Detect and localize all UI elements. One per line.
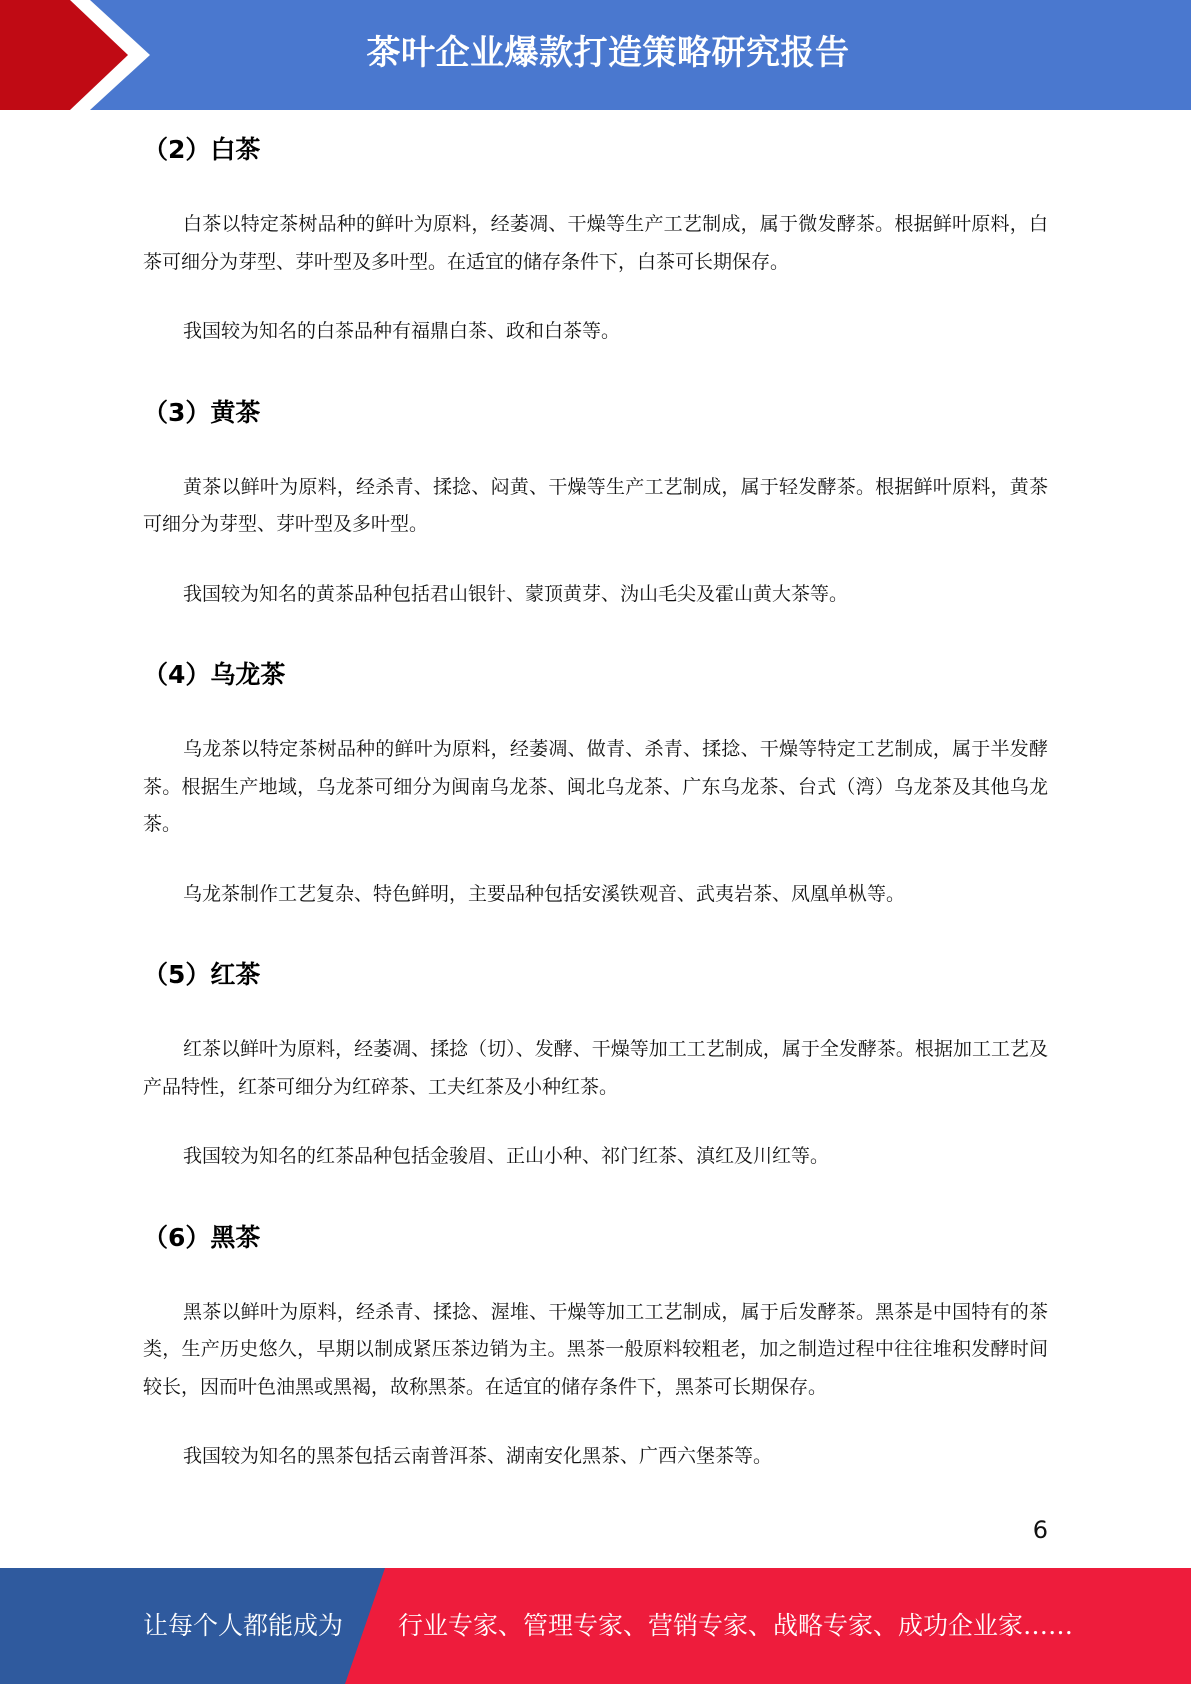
page-footer [0, 1568, 1191, 1684]
paragraph: 乌龙茶制作工艺复杂、特色鲜明，主要品种包括安溪铁观音、武夷岩茶、凤凰单枞等。 [183, 882, 906, 905]
section-white-tea [143, 124, 1048, 351]
paragraph: 我国较为知名的黑茶包括云南普洱茶、湖南安化黑茶、广西六堡茶等。 [183, 1445, 773, 1467]
section-heading: （2）白茶 [143, 135, 261, 164]
main-content [143, 124, 1048, 1512]
section-heading: （5）红茶 [143, 960, 261, 989]
section-oolong-tea [143, 649, 1048, 913]
footer-slogan-right: 行业专家、管理专家、营销专家、战略专家、成功企业家…… [398, 1611, 1074, 1640]
section-dark-tea [143, 1212, 1048, 1476]
paragraph: 红茶以鲜叶为原料，经萎凋、揉捻（切）、发酵、干燥等加工工艺制成，属于全发酵茶。根据加工工艺及产品特性，红茶可细分为红碎茶、工夫红茶及小种红茶。 [143, 1038, 1048, 1098]
paragraph: 黑茶以鲜叶为原料，经杀青、揉捻、渥堆、干燥等加工工艺制成，属于后发酵茶。黑茶是中国特有的茶类，生产历史悠久，早期以制成紧压茶边销为主。黑茶一般原料较粗老，加之制造过程中往往堆积发酵时间较长，因而叶色油黑或黑褐，故称黑茶。在适宜的储存条件下，黑茶可长期保存。 [143, 1300, 1048, 1398]
section-yellow-tea [143, 387, 1048, 614]
page-number: 6 [1032, 1516, 1048, 1544]
paragraph: 乌龙茶以特定茶树品种的鲜叶为原料，经萎凋、做青、杀青、揉捻、干燥等特定工艺制成，属于半发酵茶。根据生产地域，乌龙茶可细分为闽南乌龙茶、闽北乌龙茶、广东乌龙茶、台式（湾）乌龙茶及其他乌龙茶。 [143, 738, 1048, 835]
section-heading: （4）乌龙茶 [143, 660, 286, 689]
report-title: 茶叶企业爆款打造策略研究报告 [366, 33, 850, 73]
section-black-tea [143, 949, 1048, 1176]
paragraph: 白茶以特定茶树品种的鲜叶为原料，经萎凋、干燥等生产工艺制成，属于微发酵茶。根据鲜叶原料，白茶可细分为芽型、芽叶型及多叶型。在适宜的储存条件下，白茶可长期保存。 [143, 213, 1048, 273]
paragraph: 我国较为知名的红茶品种包括金骏眉、正山小种、祁门红茶、滇红及川红等。 [183, 1145, 830, 1167]
page-header [0, 0, 1191, 110]
paragraph: 我国较为知名的黄茶品种包括君山银针、蒙顶黄芽、沩山毛尖及霍山黄大茶等。 [183, 582, 849, 605]
paragraph: 黄茶以鲜叶为原料，经杀青、揉捻、闷黄、干燥等生产工艺制成，属于轻发酵茶。根据鲜叶原料，黄茶可细分为芽型、芽叶型及多叶型。 [143, 475, 1048, 535]
paragraph: 我国较为知名的白茶品种有福鼎白茶、政和白茶等。 [183, 320, 621, 342]
section-heading: （3）黄茶 [143, 397, 261, 427]
section-heading: （6）黑茶 [143, 1222, 261, 1252]
footer-slogan-left: 让每个人都能成为 [143, 1611, 344, 1640]
